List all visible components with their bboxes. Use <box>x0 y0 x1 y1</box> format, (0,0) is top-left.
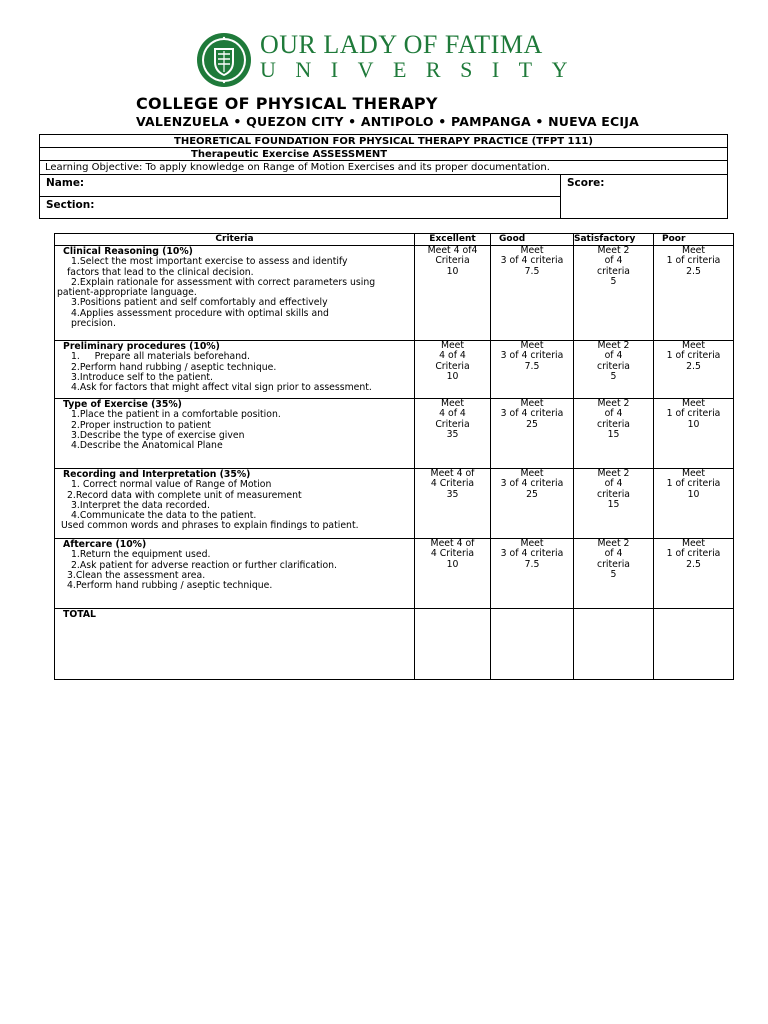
section-field[interactable] <box>40 197 561 219</box>
criteria-item: 2.Proper instruction to patient <box>71 419 211 431</box>
total-poor-cell[interactable] <box>654 609 734 680</box>
rating-text: of 4 <box>604 408 623 420</box>
rating-text: criteria <box>597 558 630 570</box>
poor-cell <box>654 469 734 539</box>
rating-text: Meet 2 <box>597 538 630 549</box>
criteria-item: 3.Interpret the data recorded. <box>71 499 210 511</box>
satisfactory-cell <box>574 246 654 341</box>
criteria-item: 4.Describe the Anatomical Plane <box>71 440 223 452</box>
criteria-item: Used common words and phrases to explain findings to patient. <box>61 520 359 532</box>
table-row <box>55 469 734 539</box>
university-name-line1: OUR LADY OF FATIMA <box>260 30 543 59</box>
rating-text: criteria <box>597 265 630 277</box>
criteria-cell <box>55 399 415 469</box>
rating-text: Meet <box>681 398 706 409</box>
good-cell <box>491 539 574 609</box>
total-good-cell[interactable] <box>491 609 574 680</box>
total-row <box>55 609 734 680</box>
rating-text: Meet <box>520 245 544 256</box>
total-label: TOTAL <box>63 609 96 620</box>
university-seal-logo <box>196 32 252 88</box>
rating-points: 35 <box>446 488 459 500</box>
poor-cell <box>654 246 734 341</box>
criteria-item: 2.Perform hand rubbing / aseptic technique. <box>71 361 277 373</box>
university-name-line2: UNIVERSITY <box>260 57 587 82</box>
rating-text: 3 of 4 criteria <box>500 255 564 267</box>
section-label: Section: <box>46 199 95 211</box>
satisfactory-cell <box>574 341 654 399</box>
rating-points: 10 <box>446 370 459 382</box>
criteria-item: 4.Perform hand rubbing / aseptic technique. <box>67 580 273 592</box>
name-label: Name: <box>46 177 85 189</box>
criteria-title: Recording and Interpretation (35%) <box>63 469 251 480</box>
column-header-criteria: Criteria <box>55 234 415 246</box>
poor-cell <box>654 539 734 609</box>
rating-text: criteria <box>597 418 630 430</box>
criteria-item: 1. Prepare all materials beforehand. <box>71 351 250 363</box>
criteria-item: 2.Ask patient for adverse reaction or further clarification. <box>71 559 337 571</box>
rating-points: 7.5 <box>524 265 540 277</box>
rating-text: Meet <box>440 340 465 351</box>
rating-text: Meet <box>681 340 706 351</box>
rating-text: 4 of 4 <box>439 350 466 362</box>
rating-text: Meet <box>520 538 544 549</box>
criteria-item: patient-appropriate language. <box>57 287 197 299</box>
course-title: THEORETICAL FOUNDATION FOR PHYSICAL THERAPY PRACTICE (TFPT 111) <box>40 135 727 148</box>
rating-points: 10 <box>687 488 700 500</box>
excellent-cell <box>415 469 491 539</box>
rating-text: Meet 2 <box>597 245 630 256</box>
rating-points: 15 <box>607 428 620 440</box>
table-row <box>55 246 734 341</box>
excellent-cell <box>415 341 491 399</box>
rating-text: of 4 <box>604 478 623 490</box>
criteria-title: Preliminary procedures (10%) <box>63 341 220 352</box>
college-title: COLLEGE OF PHYSICAL THERAPY <box>136 94 438 113</box>
criteria-cell <box>55 469 415 539</box>
learning-objective: Learning Objective: To apply knowledge on Range of Motion Exercises and its proper documentation. <box>40 161 727 175</box>
score-field[interactable] <box>561 175 727 219</box>
rating-text: 1 of criteria <box>666 255 721 267</box>
rating-text: 1 of criteria <box>666 478 721 490</box>
excellent-cell <box>415 539 491 609</box>
rating-text: of 4 <box>604 548 623 560</box>
excellent-cell <box>415 399 491 469</box>
rating-text: Meet <box>520 398 544 409</box>
rating-text: Meet 2 <box>597 468 630 479</box>
criteria-item: factors that lead to the clinical decision. <box>67 266 254 278</box>
good-cell <box>491 341 574 399</box>
campus-list: VALENZUELA • QUEZON CITY • ANTIPOLO • PAMPANGA • NUEVA ECIJA <box>136 114 639 129</box>
rating-text: 1 of criteria <box>666 548 721 560</box>
name-field[interactable] <box>40 175 561 197</box>
criteria-item: 4.Applies assessment procedure with optimal skills and <box>71 307 329 319</box>
table-row <box>55 399 734 469</box>
rating-text: criteria <box>597 488 630 500</box>
assessment-title: Therapeutic Exercise ASSESSMENT <box>40 148 727 161</box>
criteria-item: 1. Correct normal value of Range of Motion <box>71 479 272 491</box>
rating-text: Meet <box>681 468 706 479</box>
criteria-item: 3.Introduce self to the patient. <box>71 371 213 383</box>
criteria-item: 4.Ask for factors that might affect vital sign prior to assessment. <box>71 382 372 394</box>
column-header-poor: Poor <box>654 234 734 246</box>
satisfactory-cell <box>574 469 654 539</box>
rating-text: 3 of 4 criteria <box>500 548 564 560</box>
rating-points: 10 <box>446 558 459 570</box>
rating-text: of 4 <box>604 255 623 267</box>
total-label-cell <box>55 609 415 680</box>
rating-text: Meet 2 <box>597 398 630 409</box>
excellent-cell <box>415 246 491 341</box>
rubric-table <box>54 233 734 680</box>
rating-text: 3 of 4 criteria <box>500 478 564 490</box>
rating-points: 15 <box>607 498 620 510</box>
rating-points: 25 <box>526 418 538 430</box>
rating-text: Meet <box>520 468 544 479</box>
criteria-item: 1.Place the patient in a comfortable position. <box>71 409 281 421</box>
criteria-title: Type of Exercise (35%) <box>63 399 182 410</box>
poor-cell <box>654 399 734 469</box>
criteria-item: 2.Record data with complete unit of measurement <box>67 489 302 501</box>
total-satisfactory-cell[interactable] <box>574 609 654 680</box>
rating-text: Meet <box>681 538 706 549</box>
good-cell <box>491 469 574 539</box>
assessment-header-box <box>39 134 728 219</box>
column-header-excellent: Excellent <box>415 234 491 246</box>
criteria-cell <box>55 246 415 341</box>
rating-points: 35 <box>446 428 459 440</box>
total-excellent-cell[interactable] <box>415 609 491 680</box>
criteria-item: 1.Return the equipment used. <box>71 549 211 561</box>
rating-text: 3 of 4 criteria <box>500 350 564 362</box>
criteria-item: 4.Communicate the data to the patient. <box>71 510 257 522</box>
rating-points: 2.5 <box>686 265 701 277</box>
rating-text: 3 of 4 criteria <box>500 408 564 420</box>
criteria-item: precision. <box>71 318 116 330</box>
good-cell <box>491 399 574 469</box>
criteria-item: 2.Explain rationale for assessment with correct parameters using <box>71 276 376 288</box>
criteria-item: 3.Clean the assessment area. <box>67 569 206 581</box>
criteria-item: 3.Positions patient and self comfortably and effectively <box>71 297 328 309</box>
rating-text: Criteria <box>435 360 470 372</box>
column-header-satisfactory: Satisfactory <box>574 234 654 246</box>
rating-text: of 4 <box>604 350 623 362</box>
rating-text: Meet 4 of4 <box>427 245 478 256</box>
rating-text: Criteria <box>435 418 470 430</box>
satisfactory-cell <box>574 539 654 609</box>
rating-points: 25 <box>526 488 538 500</box>
table-row <box>55 539 734 609</box>
criteria-title: Aftercare (10%) <box>63 539 147 550</box>
rating-text: Criteria <box>435 255 470 267</box>
rating-text: Meet <box>440 398 465 409</box>
score-label: Score: <box>567 177 605 189</box>
criteria-cell <box>55 539 415 609</box>
rating-text: 4 Criteria <box>430 478 475 490</box>
rating-points: 5 <box>610 568 617 580</box>
rating-points: 10 <box>446 265 459 277</box>
rating-text: 4 Criteria <box>430 548 475 560</box>
good-cell <box>491 246 574 341</box>
rating-text: 1 of criteria <box>666 408 721 420</box>
satisfactory-cell <box>574 399 654 469</box>
rating-text: Meet 4 of <box>430 538 475 549</box>
rating-points: 5 <box>610 275 617 287</box>
rating-points: 7.5 <box>524 558 540 570</box>
rating-text: Meet <box>681 245 706 256</box>
poor-cell <box>654 341 734 399</box>
rating-text: 4 of 4 <box>439 408 466 420</box>
criteria-item: 1.Select the most important exercise to assess and identify <box>71 256 348 268</box>
rating-text: criteria <box>597 360 630 372</box>
rating-points: 5 <box>610 370 617 382</box>
criteria-cell <box>55 341 415 399</box>
rating-points: 2.5 <box>686 360 701 372</box>
rating-points: 7.5 <box>524 360 540 372</box>
criteria-title: Clinical Reasoning (10%) <box>63 246 193 257</box>
column-header-good: Good <box>491 234 574 246</box>
rating-text: Meet 2 <box>597 340 630 351</box>
rating-points: 2.5 <box>686 558 701 570</box>
criteria-item: 3.Describe the type of exercise given <box>71 429 245 441</box>
rating-text: Meet <box>520 340 544 351</box>
rating-points: 10 <box>687 418 700 430</box>
rubric-header-row <box>55 234 734 246</box>
rating-text: 1 of criteria <box>666 350 721 362</box>
table-row <box>55 341 734 399</box>
rating-text: Meet 4 of <box>430 468 475 479</box>
